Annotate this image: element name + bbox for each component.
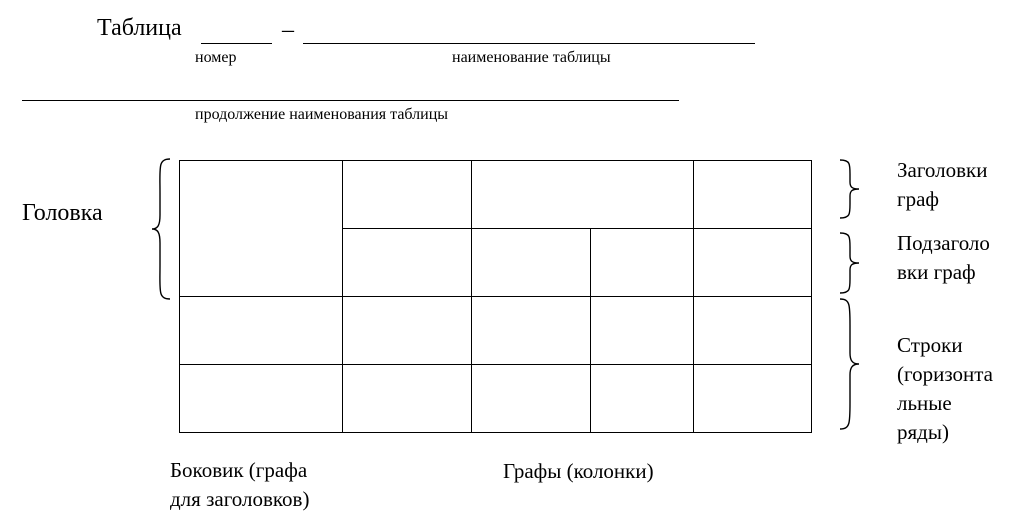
table-row-cell [693, 296, 812, 365]
stub-head-cell [179, 160, 343, 297]
head-brace [150, 157, 174, 301]
rows-label-1: Строки [897, 333, 963, 357]
table-row-cell [693, 364, 812, 433]
subheaders-brace [838, 231, 862, 295]
subheaders-label-1: Подзаголо [897, 231, 990, 255]
subheader-cell [471, 228, 591, 297]
columns-label: Графы (колонки) [503, 459, 654, 483]
table-row-cell [342, 296, 472, 365]
rows-label-3: льные [897, 391, 952, 415]
name-blank-line [303, 43, 755, 44]
stub-label-1: Боковик (графа [170, 458, 308, 482]
column-headers-brace [838, 158, 862, 220]
number-blank-line [201, 43, 272, 44]
column-headers-label-2: граф [897, 187, 940, 211]
rows-label-2: (горизонта [897, 362, 993, 386]
column-headers-label-1: Заголовки [897, 158, 988, 182]
head-label: Головка [22, 200, 103, 226]
table-title-word: Таблица [97, 15, 182, 41]
column-header-cell [693, 160, 812, 229]
column-header-cell [471, 160, 694, 229]
table-row-cell [179, 364, 343, 433]
title-dash: – [282, 17, 294, 43]
name-caption: наименование таблицы [452, 49, 611, 66]
rows-brace [838, 297, 862, 431]
number-caption: номер [195, 49, 237, 66]
subheader-cell [342, 228, 472, 297]
table-row-cell [471, 296, 591, 365]
subheader-cell [590, 228, 694, 297]
stub-label-2: для заголовков) [170, 487, 310, 511]
table-row-cell [179, 296, 343, 365]
continuation-blank-line [22, 100, 679, 101]
table-row-cell [471, 364, 591, 433]
table-row-cell [590, 364, 694, 433]
table-row-cell [342, 364, 472, 433]
column-header-cell [342, 160, 472, 229]
rows-label-4: ряды) [897, 420, 949, 444]
subheader-cell [693, 228, 812, 297]
continuation-caption: продолжение наименования таблицы [195, 106, 449, 123]
table-row-cell [590, 296, 694, 365]
subheaders-label-2: вки граф [897, 260, 976, 284]
